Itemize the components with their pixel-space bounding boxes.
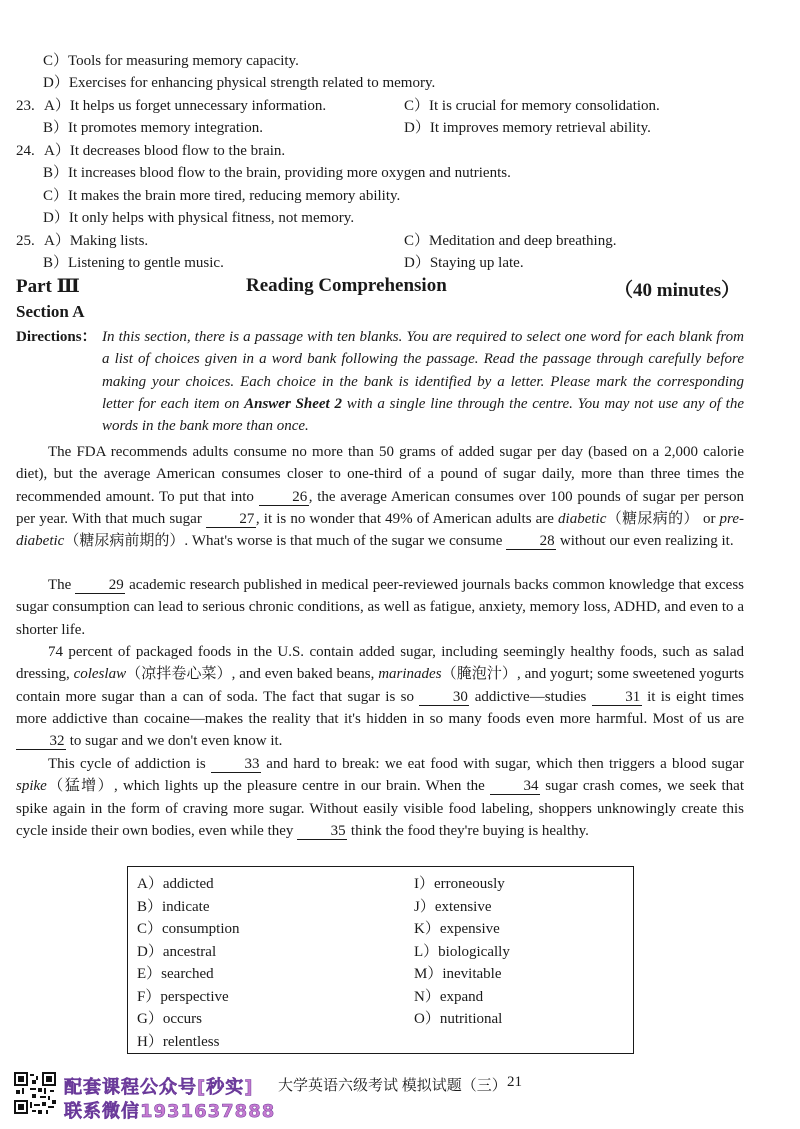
page-number: 21 bbox=[507, 1074, 522, 1090]
question-number: 24. bbox=[16, 143, 35, 159]
text: , the average American consumes over 100 pounds of sugar per person per year. With that much sugar bbox=[16, 488, 744, 527]
text: academic research published in medical peer-reviewed journals backs common knowledge that excess sugar consumption can lead to serious chronic conditions, as well as fatigue, anxiety, memory loss, ADHD, and even to a shorter life. bbox=[16, 577, 744, 638]
directions-label: Directions： bbox=[16, 329, 97, 345]
word-bank-item[interactable]: A）addicted bbox=[137, 876, 214, 892]
option-24-d: D）It only helps with physical fitness, not memory. bbox=[43, 210, 355, 226]
question-24-row-1 bbox=[16, 141, 285, 161]
passage-paragraph-2 bbox=[16, 574, 744, 641]
blank-35[interactable]: 35 bbox=[297, 823, 347, 840]
blank-26[interactable]: 26 bbox=[259, 489, 309, 506]
gloss: （凉拌卷心菜） bbox=[126, 666, 232, 683]
text: . What's worse is that much of the sugar we consume bbox=[184, 533, 507, 550]
option-24-b: B）It increases blood flow to the brain, providing more oxygen and nutrients. bbox=[43, 165, 511, 181]
part-time: （40 minutes） bbox=[614, 280, 741, 301]
option-23-c: C）It is crucial for memory consolidation. bbox=[404, 98, 660, 114]
text: it is eight times more addictive than cocaine—makes the reality that it's hidden in so many foods even more harmful. Most of us are bbox=[16, 688, 744, 727]
word-bank-item[interactable]: E）searched bbox=[137, 966, 214, 982]
word-bank-item[interactable]: G）occurs bbox=[137, 1011, 202, 1027]
blank-29[interactable]: 29 bbox=[75, 577, 125, 594]
text: , and even baked beans, bbox=[231, 666, 379, 683]
option-22-d: D）Exercises for enhancing physical strength related to memory. bbox=[43, 75, 436, 91]
option-24-c: C）It makes the brain more tired, reducing memory ability. bbox=[43, 188, 401, 204]
question-number: 23. bbox=[16, 98, 35, 114]
option-23-d: D）It improves memory retrieval ability. bbox=[404, 120, 651, 136]
word-bank-item[interactable]: L）biologically bbox=[414, 944, 510, 960]
directions-text-2: with a single line through the centre. You may not use any of the words in the bank more than once. bbox=[102, 395, 744, 435]
term-spike: spike bbox=[16, 778, 47, 795]
word-bank-item[interactable]: D）ancestral bbox=[137, 944, 217, 960]
word-bank-item[interactable]: F）perspective bbox=[137, 989, 229, 1005]
gloss: （糖尿病的） bbox=[606, 510, 699, 527]
text: This cycle of addiction is bbox=[48, 756, 212, 772]
blank-34[interactable]: 34 bbox=[490, 778, 540, 795]
word-bank-item[interactable]: O）nutritional bbox=[414, 1011, 503, 1027]
word-bank bbox=[127, 866, 634, 1054]
question-number: 25. bbox=[16, 233, 35, 249]
directions bbox=[16, 326, 744, 435]
part-heading bbox=[16, 275, 740, 299]
question-23-row-1 bbox=[16, 96, 326, 116]
text: sugar crash comes, we seek that spike again in the form of craving more sugar. Without easily visible food labeling, shoppers unknowingly create this cycle inside their own bodies, even while they bbox=[16, 778, 744, 839]
option-22-c: C）Tools for measuring memory capacity. bbox=[43, 53, 299, 69]
promo-course-text: 配套课程公众号[秒实] bbox=[64, 1077, 254, 1098]
directions-answer-sheet: Answer Sheet 2 bbox=[244, 395, 342, 412]
directions-text-1: In this section, there is a passage with ten blanks. You are required to select one word for each blank from a list of choices given in a word bank following the passage. Read the passage through carefully before making your choices. Each choice in the bank is identified by a letter. Please mark the corresponding letter for each item on bbox=[102, 329, 744, 412]
text: The bbox=[48, 577, 76, 593]
blank-30[interactable]: 30 bbox=[419, 689, 469, 706]
blank-31[interactable]: 31 bbox=[592, 689, 642, 706]
qr-code-icon[interactable] bbox=[14, 1072, 56, 1114]
option-25-c: C）Meditation and deep breathing. bbox=[404, 233, 617, 249]
word-bank-item[interactable]: B）indicate bbox=[137, 899, 210, 915]
term-diabetic: diabetic bbox=[558, 510, 607, 527]
part-title: Reading Comprehension bbox=[246, 275, 447, 296]
term-marinades: marinades bbox=[378, 666, 442, 683]
text: to sugar and we don't even know it. bbox=[66, 733, 283, 750]
term-coleslaw: coleslaw bbox=[73, 666, 127, 683]
option-23-b: B）It promotes memory integration. bbox=[43, 120, 263, 136]
part-label: Part Ⅲ bbox=[16, 276, 80, 297]
term-pre-diabetic: pre-diabetic bbox=[16, 510, 744, 550]
word-bank-item[interactable]: I）erroneously bbox=[414, 876, 505, 892]
blank-32[interactable]: 32 bbox=[16, 733, 66, 750]
text: , and yogurt; some sweetened yogurts contain more sugar than a can of soda. The fact that sugar is so bbox=[16, 666, 744, 705]
word-bank-item[interactable]: M）inevitable bbox=[414, 966, 502, 982]
word-bank-item[interactable]: J）extensive bbox=[414, 899, 492, 915]
text: without our even realizing it. bbox=[556, 533, 734, 550]
text: addictive—studies bbox=[469, 688, 592, 705]
word-bank-item[interactable]: K）expensive bbox=[414, 921, 500, 937]
text: , it is no wonder that 49% of American adults are bbox=[255, 510, 559, 527]
text: or bbox=[698, 510, 720, 527]
text: 74 percent of packaged foods in the U.S. contain added sugar, including seemingly healthy foods, such as salad dressing, bbox=[16, 644, 744, 683]
promo-contact-text: 联系微信1931637888 bbox=[64, 1101, 276, 1122]
word-bank-item[interactable]: H）relentless bbox=[137, 1034, 220, 1050]
option-25-a: A）Making lists. bbox=[44, 233, 149, 249]
text: and hard to break: we eat food with sugar, which then triggers a blood sugar bbox=[261, 756, 744, 772]
directions-text bbox=[102, 326, 744, 437]
gloss: （猛增） bbox=[46, 778, 115, 795]
option-25-d: D）Staying up late. bbox=[404, 255, 524, 271]
word-bank-item[interactable]: N）expand bbox=[414, 989, 484, 1005]
section-title: Section A bbox=[16, 302, 85, 321]
option-25-b: B）Listening to gentle music. bbox=[43, 255, 224, 271]
option-23-a: A）It helps us forget unnecessary information. bbox=[44, 98, 327, 114]
text: , which lights up the pleasure centre in our brain. When the bbox=[114, 778, 491, 795]
option-24-a: A）It decreases blood flow to the brain. bbox=[44, 143, 286, 159]
footer-exam-title: 大学英语六级考试 模拟试题（三） bbox=[278, 1078, 507, 1094]
word-bank-item[interactable]: C）consumption bbox=[137, 921, 240, 937]
blank-28[interactable]: 28 bbox=[506, 533, 556, 550]
passage-paragraph-1 bbox=[16, 441, 744, 552]
text: think the food they're buying is healthy. bbox=[347, 822, 589, 839]
question-25-row-1 bbox=[16, 231, 148, 251]
blank-33[interactable]: 33 bbox=[211, 756, 261, 773]
passage-paragraph-3 bbox=[16, 641, 744, 752]
gloss: （腌泡汁） bbox=[441, 666, 517, 683]
passage-paragraph-4 bbox=[16, 753, 744, 842]
blank-27[interactable]: 27 bbox=[206, 511, 256, 528]
gloss: （糖尿病前期的） bbox=[64, 533, 185, 550]
text: The FDA recommends adults consume no more than 50 grams of added sugar per day (based on a 2,000 calorie diet), but the average American consumes closer to one-third of a pound of sugar daily, more than three times the recommended amount. To put that into bbox=[16, 444, 744, 505]
